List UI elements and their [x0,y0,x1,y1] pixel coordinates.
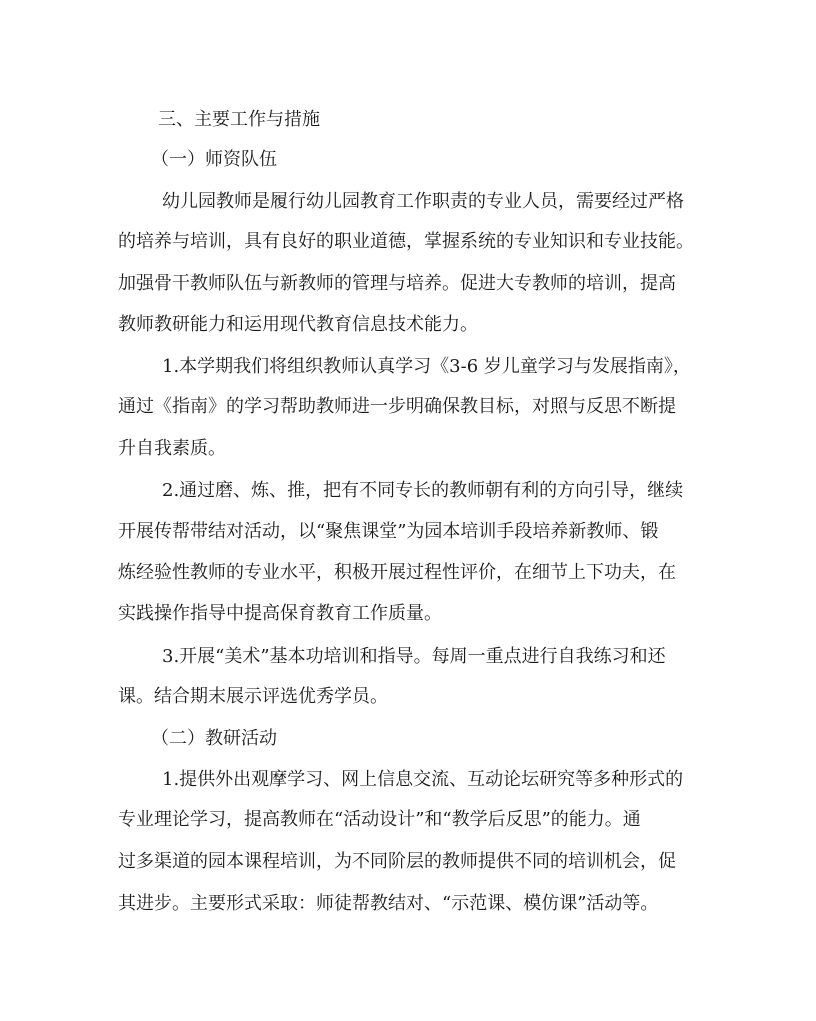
paragraph-2-line-1: 1.本学期我们将组织教师认真学习《3-6 岁儿童学习与发展指南》， [162,356,691,377]
paragraph-1-line-2: 的培养与培训，具有良好的职业道德，掌握系统的专业知识和专业技能。 [118,231,694,252]
paragraph-5-line-2: 专业理论学习，提高教师在“活动设计”和“教学后反思”的能力。通 [118,809,641,830]
paragraph-5-line-4: 其进步。主要形式采取：师徒帮教结对、“示范课、模仿课”活动等。 [118,893,659,914]
paragraph-1-line-3: 加强骨干教师队伍与新教师的管理与培养。促进大专教师的培训，提高 [118,273,676,294]
paragraph-5-line-1: 1.提供外出观摩学习、网上信息交流、互动论坛研究等多种形式的 [162,769,684,790]
paragraph-3-line-1: 2.通过磨、炼、推，把有不同专长的教师朝有利的方向引导，继续 [162,480,684,501]
paragraph-1-line-4: 教师教研能力和运用现代教育信息技术能力。 [118,314,478,335]
paragraph-3-line-4: 实践操作指导中提高保育教育工作质量。 [118,603,442,624]
paragraph-2-line-2: 通过《指南》的学习帮助教师进一步明确保教目标，对照与反思不断提 [118,396,676,417]
paragraph-5-line-3: 过多渠道的园本课程培训，为不同阶层的教师提供不同的培训机会，促 [118,851,676,872]
paragraph-4-line-2: 课。结合期末展示评选优秀学员。 [118,686,388,707]
paragraph-3-line-3: 炼经验性教师的专业水平，积极开展过程性评价，在细节上下功夫，在 [118,562,676,583]
paragraph-3-line-2: 开展传帮带结对活动，以“聚焦课堂”为园本培训手段培养新教师、锻 [118,521,659,542]
section-heading: 三、主要工作与措施 [158,109,320,130]
paragraph-4-line-1: 3.开展“美术”基本功培训和指导。每周一重点进行自我练习和还 [162,646,666,667]
paragraph-2-line-3: 升自我素质。 [118,438,226,459]
subsection-heading-research: （二）教研活动 [151,728,277,749]
subsection-heading-teachers: （一）师资队伍 [151,149,277,170]
paragraph-1-line-1: 幼儿园教师是履行幼儿园教育工作职责的专业人员，需要经过严格 [162,191,684,212]
